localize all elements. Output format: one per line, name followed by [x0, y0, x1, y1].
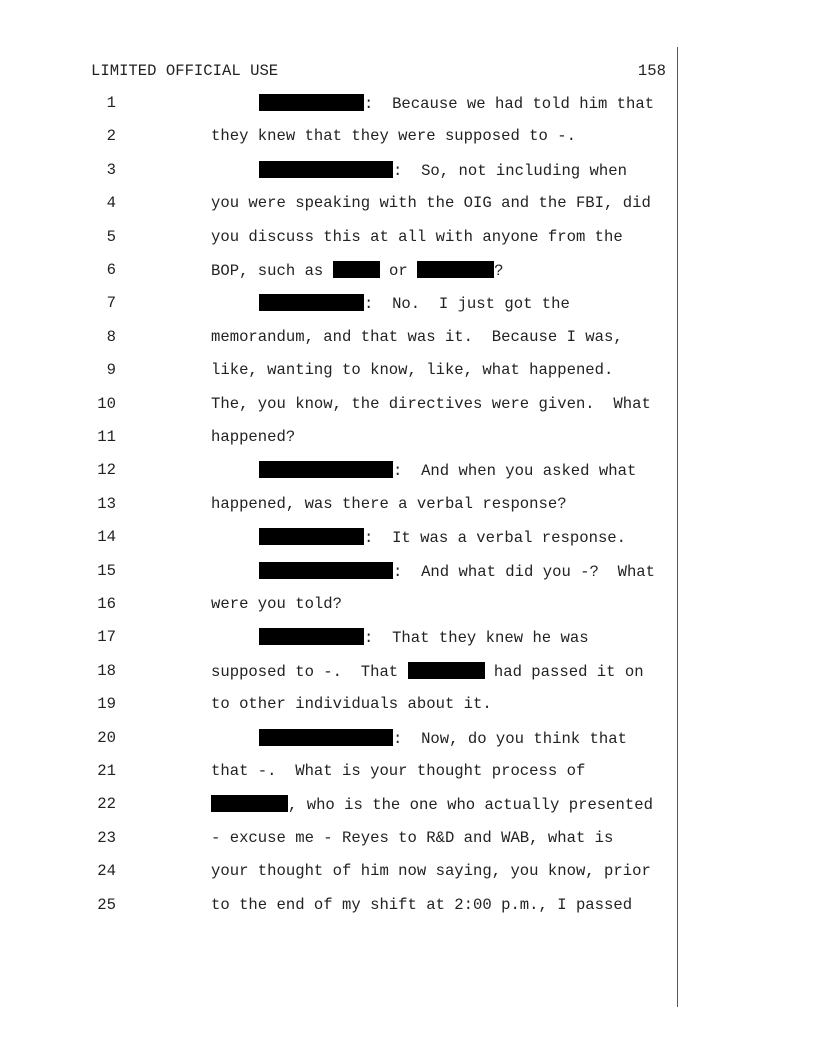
- line-text-segment: happened, was there a verbal response?: [211, 494, 567, 513]
- transcript-line: [0, 754, 816, 788]
- line-number: 25: [97, 895, 116, 914]
- line-number: 14: [97, 528, 116, 547]
- line-text-segment: : That they knew he was: [364, 629, 589, 648]
- transcript-line: [0, 554, 816, 588]
- line-text-segment: or: [379, 262, 418, 280]
- transcript-line: [0, 153, 816, 187]
- line-text: [211, 495, 567, 513]
- redaction-block: [259, 461, 393, 478]
- line-text-segment: : So, not including when: [393, 161, 627, 180]
- line-text-segment: that -. What is your thought process of: [211, 762, 586, 780]
- line-text: [259, 461, 636, 480]
- line-text: [259, 94, 654, 113]
- transcript-line: [0, 86, 816, 120]
- line-text: [259, 294, 570, 313]
- page-header-classification: LIMITED OFFICIAL USE: [91, 62, 279, 80]
- transcript-line: [0, 654, 816, 688]
- line-text: [211, 428, 295, 446]
- line-text: [211, 595, 342, 613]
- line-number: 3: [106, 160, 116, 179]
- redaction-block: [259, 729, 393, 746]
- transcript-line: [0, 587, 816, 621]
- transcript-line: [0, 453, 816, 487]
- line-number: 19: [97, 695, 116, 714]
- line-text-segment: were you told?: [211, 595, 343, 613]
- line-number: 22: [97, 795, 116, 814]
- redaction-block: [417, 261, 494, 278]
- transcript-line: [0, 787, 816, 821]
- line-text-segment: - excuse me - Reyes to R&D and WAB, what is: [211, 828, 614, 847]
- redaction-block: [333, 261, 380, 278]
- line-number: 21: [97, 762, 116, 780]
- line-text-segment: you were speaking with the OIG and the FBI, did: [211, 194, 651, 213]
- page-number: 158: [637, 62, 666, 80]
- line-number: 23: [97, 828, 116, 847]
- line-number: 15: [97, 561, 116, 580]
- transcript-line: [0, 888, 816, 922]
- line-text: [211, 695, 492, 713]
- line-text: [211, 862, 651, 880]
- line-text: [211, 795, 653, 814]
- transcript-line: [0, 387, 816, 421]
- line-text: [211, 662, 644, 681]
- line-number: 24: [97, 862, 116, 881]
- line-number: 6: [106, 261, 116, 279]
- line-text-segment: to the end of my shift at 2:00 p.m., I passed: [211, 895, 633, 914]
- line-text: [211, 228, 623, 246]
- line-text-segment: had passed it on: [484, 662, 644, 681]
- redaction-block: [259, 628, 364, 645]
- redaction-block: [259, 94, 364, 111]
- line-text: [259, 562, 655, 581]
- line-number: 17: [97, 628, 116, 647]
- transcript-line: [0, 320, 816, 354]
- line-number: 7: [106, 294, 116, 313]
- line-text-segment: your thought of him now saying, you know, prior: [211, 862, 651, 881]
- transcript-line: [0, 286, 816, 320]
- line-text-segment: happened?: [211, 428, 296, 446]
- line-text-segment: : Because we had told him that: [364, 95, 655, 113]
- line-number: 4: [106, 194, 116, 213]
- transcript-line: [0, 487, 816, 521]
- line-text: [211, 829, 613, 847]
- line-text: [211, 328, 623, 346]
- redaction-block: [259, 562, 393, 579]
- redaction-block: [211, 795, 288, 812]
- transcript-line: [0, 119, 816, 153]
- redaction-block: [259, 294, 364, 311]
- line-text-segment: : And what did you -? What: [393, 562, 656, 581]
- line-text: [259, 161, 627, 180]
- line-number: 9: [106, 361, 116, 380]
- line-text-segment: they knew that they were supposed to -.: [211, 127, 576, 146]
- line-text-segment: you discuss this at all with anyone from the: [211, 227, 623, 246]
- line-text: [259, 729, 627, 748]
- line-text-segment: : It was a verbal response.: [364, 529, 627, 548]
- line-number: 10: [97, 394, 116, 413]
- transcript-line: [0, 353, 816, 387]
- line-text-segment: to other individuals about it.: [211, 695, 492, 714]
- line-text: [211, 127, 576, 145]
- transcript-line: [0, 620, 816, 654]
- transcript-line: [0, 721, 816, 755]
- line-number: 2: [106, 127, 116, 146]
- transcript-line: [0, 687, 816, 721]
- line-text-segment: ?: [494, 262, 504, 280]
- transcript-line: [0, 854, 816, 888]
- line-text-segment: memorandum, and that was it. Because I was,: [211, 327, 623, 346]
- redaction-block: [408, 662, 485, 679]
- line-number: 5: [106, 227, 116, 246]
- line-number: 8: [106, 327, 116, 346]
- line-text-segment: BOP, such as: [211, 262, 333, 280]
- transcript-line: [0, 253, 816, 287]
- line-text: [211, 395, 651, 413]
- line-number: 1: [106, 94, 116, 112]
- line-text-segment: supposed to -. That: [211, 662, 408, 681]
- transcript-line: [0, 420, 816, 454]
- line-text: [211, 762, 585, 780]
- line-text-segment: : And when you asked what: [393, 462, 637, 481]
- transcript-line: [0, 821, 816, 855]
- line-number: 11: [97, 428, 116, 446]
- redaction-block: [259, 161, 393, 178]
- line-text: [259, 528, 626, 547]
- line-text-segment: : Now, do you think that: [393, 729, 627, 748]
- transcript-line: [0, 220, 816, 254]
- transcript-line: [0, 186, 816, 220]
- line-number: 16: [97, 595, 116, 613]
- line-text: [211, 261, 503, 280]
- line-text-segment: The, you know, the directives were given. What: [211, 394, 651, 413]
- line-number: 18: [97, 661, 116, 680]
- line-text-segment: , who is the one who actually presented: [288, 796, 653, 815]
- line-text: [211, 361, 613, 379]
- line-text-segment: like, wanting to know, like, what happened.: [211, 361, 614, 380]
- line-text-segment: : No. I just got the: [364, 295, 570, 314]
- line-text: [211, 194, 651, 212]
- transcript-line: [0, 520, 816, 554]
- line-number: 13: [97, 494, 116, 513]
- line-text: [211, 896, 632, 914]
- line-number: 12: [97, 461, 116, 480]
- line-number: 20: [97, 728, 116, 747]
- line-text: [259, 628, 589, 647]
- redaction-block: [259, 528, 364, 545]
